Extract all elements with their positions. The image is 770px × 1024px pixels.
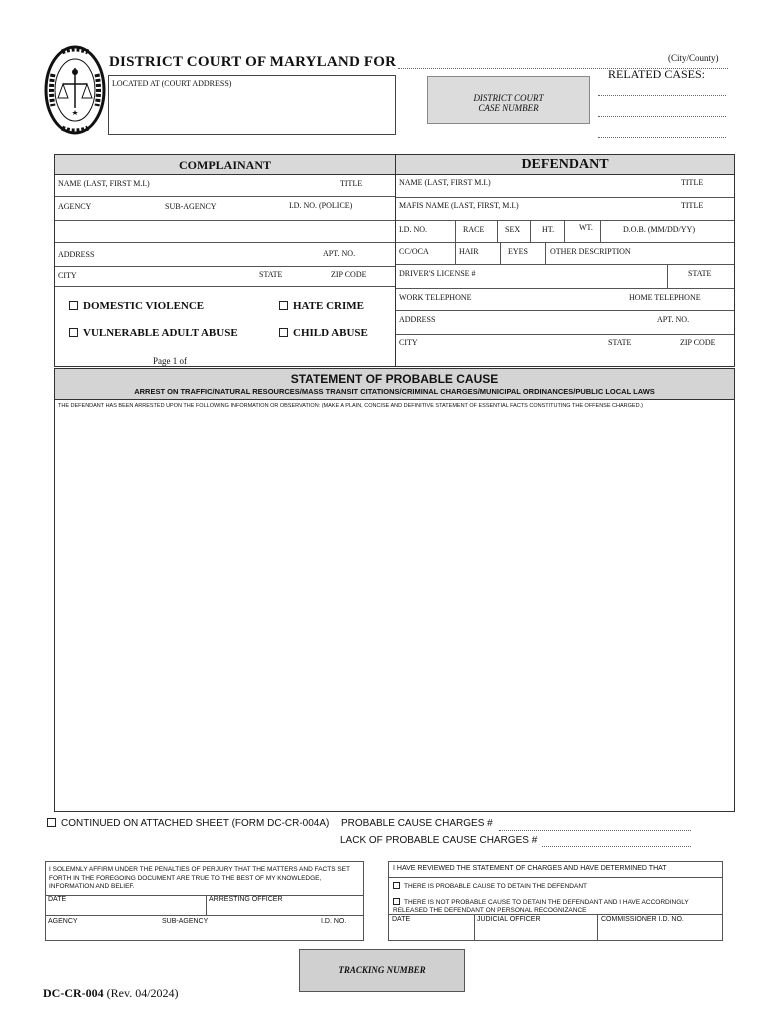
defendant-home-tel-label: HOME TELEPHONE — [629, 293, 701, 302]
affirm-id-label: I.D. NO. — [321, 918, 347, 925]
complainant-name-label: NAME (LAST, FIRST M.I.) — [58, 179, 150, 188]
defendant-city-label: CITY — [399, 338, 418, 347]
defendant-mafis-label: MAFIS NAME (LAST, FIRST, M.I.) — [399, 201, 519, 210]
defendant-zip-label: ZIP CODE — [680, 338, 716, 347]
affirm-text: I SOLEMNLY AFFIRM UNDER THE PENALTIES OF PERJURY THAT THE MATTERS AND FACTS SET FORTH IN THE FOREGOING DOCUMENT ARE TRUE TO THE BEST OF MY KNOWLEDGE, INFORMATION AND BELIEF. — [49, 866, 350, 890]
checkbox-square[interactable] — [47, 818, 56, 827]
court-seal — [44, 44, 106, 136]
complainant-address-field[interactable] — [55, 266, 395, 267]
complainant-blank-field[interactable] — [55, 242, 395, 243]
review-commissioner-label: COMMISSIONER I.D. NO. — [601, 916, 684, 923]
vulnerable-adult-checkbox[interactable]: VULNERABLE ADULT ABUSE — [69, 327, 238, 339]
affirm-subagency-label: SUB-AGENCY — [162, 918, 209, 925]
page-count-field[interactable] — [196, 366, 262, 367]
defendant-dob-label: D.O.B. (MM/DD/YY) — [623, 225, 695, 234]
continued-checkbox[interactable]: CONTINUED ON ATTACHED SHEET (FORM DC-CR-004A) — [47, 818, 329, 829]
domestic-violence-checkbox[interactable]: DOMESTIC VIOLENCE — [69, 300, 204, 312]
defendant-other-label: OTHER DESCRIPTION — [550, 247, 631, 256]
hate-crime-checkbox[interactable]: HATE CRIME — [279, 300, 364, 312]
related-case-line-3[interactable] — [598, 137, 726, 138]
checkbox-square[interactable] — [279, 301, 288, 310]
statement-text-area[interactable] — [56, 412, 733, 810]
defendant-race-label: RACE — [463, 225, 485, 234]
defendant-title-label: TITLE — [681, 178, 704, 187]
complainant-title-label: TITLE — [340, 179, 363, 188]
review-commissioner-field[interactable] — [598, 925, 722, 940]
review-judicial-label: JUDICIAL OFFICER — [477, 916, 541, 923]
complainant-subagency-label: SUB-AGENCY — [165, 202, 217, 211]
probable-cause-field[interactable] — [499, 830, 691, 831]
complainant-id-label: I.D. NO. (POLICE) — [289, 201, 353, 210]
review-text: I HAVE REVIEWED THE STATEMENT OF CHARGES AND HAVE DETERMINED THAT — [393, 865, 667, 872]
defendant-city-row[interactable] — [396, 335, 734, 366]
checkbox-square[interactable] — [69, 301, 78, 310]
complainant-apt-label: APT. NO. — [323, 249, 356, 258]
checkbox-square[interactable] — [279, 328, 288, 337]
related-cases-label: RELATED CASES: — [608, 67, 706, 81]
defendant-telephone-row[interactable] — [396, 310, 734, 311]
page-of-label: Page 1 of — [153, 356, 187, 366]
complainant-state-label: STATE — [259, 270, 283, 279]
defendant-mafis-field[interactable] — [396, 220, 734, 221]
defendant-ccoca-label: CC/OCA — [399, 247, 429, 256]
checkbox-square[interactable] — [393, 898, 400, 905]
complainant-city-label: CITY — [58, 271, 77, 280]
defendant-heading: DEFENDANT — [521, 157, 609, 172]
checkbox-square[interactable] — [69, 328, 78, 337]
child-abuse-checkbox[interactable]: CHILD ABUSE — [279, 327, 368, 339]
complainant-zip-label: ZIP CODE — [331, 270, 367, 279]
affirm-date-field[interactable] — [46, 904, 205, 915]
defendant-name-label: NAME (LAST, FIRST M.I.) — [399, 178, 491, 187]
complainant-agency-label: AGENCY — [58, 202, 92, 211]
affirm-date-label: DATE — [48, 896, 67, 903]
complainant-city-field[interactable] — [55, 286, 395, 287]
defendant-title2-label: TITLE — [681, 201, 704, 210]
complainant-address-label: ADDRESS — [58, 250, 95, 259]
review-option-1[interactable]: THERE IS PROBABLE CAUSE TO DETAIN THE DEFENDANT — [393, 882, 587, 890]
complainant-name-field[interactable] — [55, 196, 395, 197]
defendant-name-field[interactable] — [396, 197, 734, 198]
defendant-apt-label: APT. NO. — [657, 315, 690, 324]
review-option-2[interactable]: THERE IS NOT PROBABLE CAUSE TO DETAIN THE DEFENDANT AND I HAVE ACCORDINGLY RELEASED THE DEFENDANT ON PERSONAL RECOGNIZANCE — [393, 899, 689, 914]
case-number-label-1: DISTRICT COURT — [473, 93, 544, 103]
review-judicial-field[interactable] — [475, 925, 596, 940]
case-number-label-2: CASE NUMBER — [478, 103, 539, 113]
city-county-label: (City/County) — [668, 53, 719, 63]
defendant-state-label: STATE — [608, 338, 632, 347]
lack-probable-label: LACK OF PROBABLE CAUSE CHARGES # — [340, 835, 538, 846]
tracking-number-label: TRACKING NUMBER — [338, 965, 426, 975]
defendant-license-state-label: STATE — [688, 269, 712, 278]
affirm-agency-field[interactable] — [46, 927, 364, 940]
affirm-officer-label: ARRESTING OFFICER — [209, 896, 283, 903]
related-case-line-1[interactable] — [598, 95, 726, 96]
checkbox-square[interactable] — [393, 882, 400, 889]
defendant-description-row[interactable] — [396, 264, 734, 265]
statement-subtitle: ARREST ON TRAFFIC/NATURAL RESOURCES/MASS TRANSIT CITATIONS/CRIMINAL CHARGES/MUNICIPAL ORDINANCES/PUBLIC LOCAL LAWS — [134, 387, 655, 396]
defendant-eyes-label: EYES — [508, 247, 528, 256]
court-address-label: LOCATED AT (COURT ADDRESS) — [112, 79, 232, 88]
review-date-label: DATE — [392, 916, 411, 923]
review-date-field[interactable] — [389, 925, 473, 940]
affirm-agency-label: AGENCY — [48, 918, 78, 925]
defendant-wt-label: WT. — [579, 223, 593, 232]
defendant-id-row[interactable] — [396, 242, 734, 243]
defendant-license-label: DRIVER'S LICENSE # — [399, 269, 476, 278]
complainant-agency-field[interactable] — [55, 220, 395, 221]
form-number: DC-CR-004 (Rev. 04/2024) — [43, 986, 179, 1000]
statement-instruction: THE DEFENDANT HAS BEEN ARRESTED UPON THE FOLLOWING INFORMATION OR OBSERVATION: (MAKE A PLAIN, CONCISE AND DEFINITIVE STATEMENT OF ESSENTIAL FACTS CONSTITUTING THE OFFENSE CHARGED.) — [58, 403, 643, 409]
affirm-officer-field[interactable] — [207, 904, 363, 915]
defendant-sex-label: SEX — [505, 225, 521, 234]
court-title: DISTRICT COURT OF MARYLAND FOR — [109, 54, 397, 70]
defendant-ht-label: HT. — [542, 225, 555, 234]
statement-title: STATEMENT OF PROBABLE CAUSE — [290, 372, 499, 386]
related-case-line-2[interactable] — [598, 116, 726, 117]
defendant-id-label: I.D. NO. — [399, 225, 427, 234]
lack-probable-field[interactable] — [542, 846, 691, 847]
defendant-address-label: ADDRESS — [399, 315, 436, 324]
complainant-heading: COMPLAINANT — [179, 158, 271, 172]
defendant-license-row[interactable] — [396, 288, 734, 289]
defendant-work-tel-label: WORK TELEPHONE — [399, 293, 472, 302]
defendant-hair-label: HAIR — [459, 247, 479, 256]
probable-cause-label: PROBABLE CAUSE CHARGES # — [341, 818, 493, 829]
